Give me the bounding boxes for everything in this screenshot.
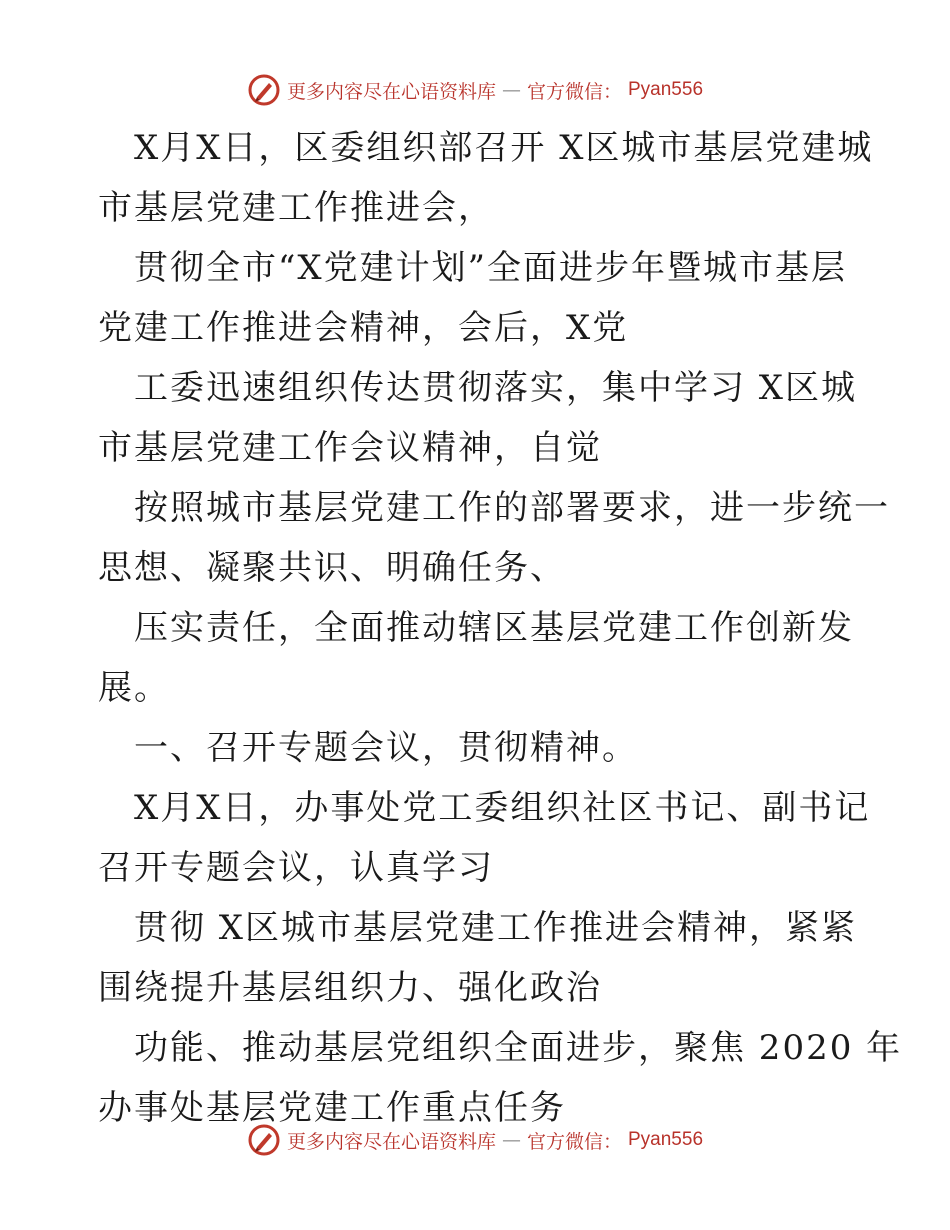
text-line: 按照城市基层党建工作的部署要求，进一步统一 xyxy=(134,488,890,528)
section-heading: 一、召开专题会议，贯彻精神。 xyxy=(134,728,638,768)
header-watermark xyxy=(0,70,950,110)
text-line: 党建工作推进会精神，会后，X党 xyxy=(98,308,629,348)
watermark-handle: Pyan556 xyxy=(628,79,704,100)
watermark-separator: — xyxy=(501,79,521,101)
pen-logo-icon xyxy=(247,73,281,107)
watermark-suffix: 官方微信： xyxy=(526,80,622,103)
text-line: 压实责任，全面推动辖区基层党建工作创新发 xyxy=(134,608,854,648)
watermark-text: 更多内容尽在心语资料库 xyxy=(286,80,496,103)
text-line: 围绕提升基层组织力、强化政治 xyxy=(98,968,602,1008)
text-line: 市基层党建工作推进会， xyxy=(98,188,494,228)
footer-watermark xyxy=(0,1120,950,1160)
watermark-suffix: 官方微信： xyxy=(526,1130,622,1153)
text-line: 贯彻全市“X党建计划”全面进步年暨城市基层 xyxy=(134,248,847,288)
text-line: 工委迅速组织传达贯彻落实，集中学习 X区城 xyxy=(134,368,858,408)
document-body xyxy=(98,118,903,1138)
text-line: 展。 xyxy=(98,668,170,708)
text-line: 功能、推动基层党组织全面进步，聚焦 2020 年 xyxy=(134,1028,903,1068)
watermark-separator: — xyxy=(501,1129,521,1151)
watermark-text: 更多内容尽在心语资料库 xyxy=(286,1130,496,1153)
text-line: 贯彻 X区城市基层党建工作推进会精神，紧紧 xyxy=(134,908,858,948)
pen-logo-icon xyxy=(247,1123,281,1157)
text-line: X月X日，办事处党工委组织社区书记、副书记 xyxy=(134,788,871,828)
text-line: 市基层党建工作会议精神，自觉 xyxy=(98,428,602,468)
text-line: 办事处基层党建工作重点任务 xyxy=(98,1088,566,1128)
text-line: 思想、凝聚共识、明确任务、 xyxy=(98,548,566,588)
text-line: 召开专题会议，认真学习 xyxy=(98,848,494,888)
watermark-handle: Pyan556 xyxy=(628,1129,704,1150)
text-line: X月X日，区委组织部召开 X区城市基层党建城 xyxy=(134,128,874,168)
